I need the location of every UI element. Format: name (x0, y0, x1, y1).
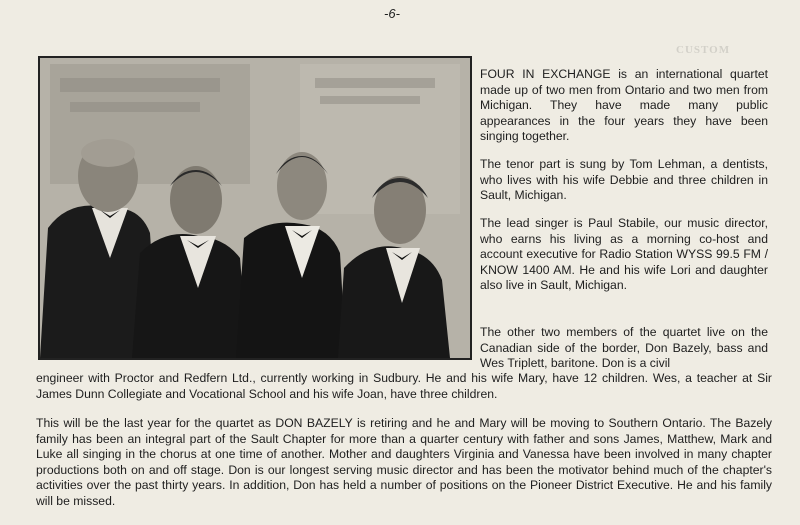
quartet-photo-icon (40, 58, 470, 358)
paragraph-don-bazely: This will be the last year for the quartet as DON BAZELY is retiring and he and Mary will be moving to Southern Ontario. The Bazely family has been an integral part of the Sault Chapter for more than a quarter century with father and sons James, Matthew, Mark and Luke all singing in the chorus at one time of another. Mother and daughters Virginia and Vanessa have been involved in many chapter productions both on and off stage. Don is our longest serving music director and has been the motivator behind much of the chapter's activities over the past thirty years. In addition, Don has held a number of positions on the Pioneer District Executive. He and his family will be missed. (36, 416, 772, 508)
paragraph-intro: FOUR IN EXCHANGE is an international quartet made up of two men from Ontario and two men from Michigan. They have made many public appearances in the four years they have been singing together. (480, 67, 768, 144)
page-number: -6- (384, 6, 400, 21)
paragraph-tenor: The tenor part is sung by Tom Lehman, a dentists, who lives with his wife Debbie and three children in Sault, Michigan. (480, 157, 768, 203)
paragraph-lead: The lead singer is Paul Stabile, our music director, who earns his living as a morning co-host and account executive for Radio Station WYSS 99.5 FM / KNOW 1400 AM. He and his wife Lori and daughter also live in Sault, Michigan. (480, 216, 768, 293)
quartet-photo (38, 56, 472, 360)
paragraph-canadian-members: The other two members of the quartet live on the Canadian side of the border, Don Bazely, bass and Wes Triplett, baritone. Don is a civil (480, 325, 768, 371)
paragraph-canadian-members-continued: engineer with Proctor and Redfern Ltd., currently working in Sudbury. He and his wife Mary, have 12 children. Wes, a teacher at Sir James Dunn Collegiate and Vocational School and his wife Joan, have three children. (36, 371, 772, 401)
bleed-through-text: CUSTOM (676, 44, 731, 56)
